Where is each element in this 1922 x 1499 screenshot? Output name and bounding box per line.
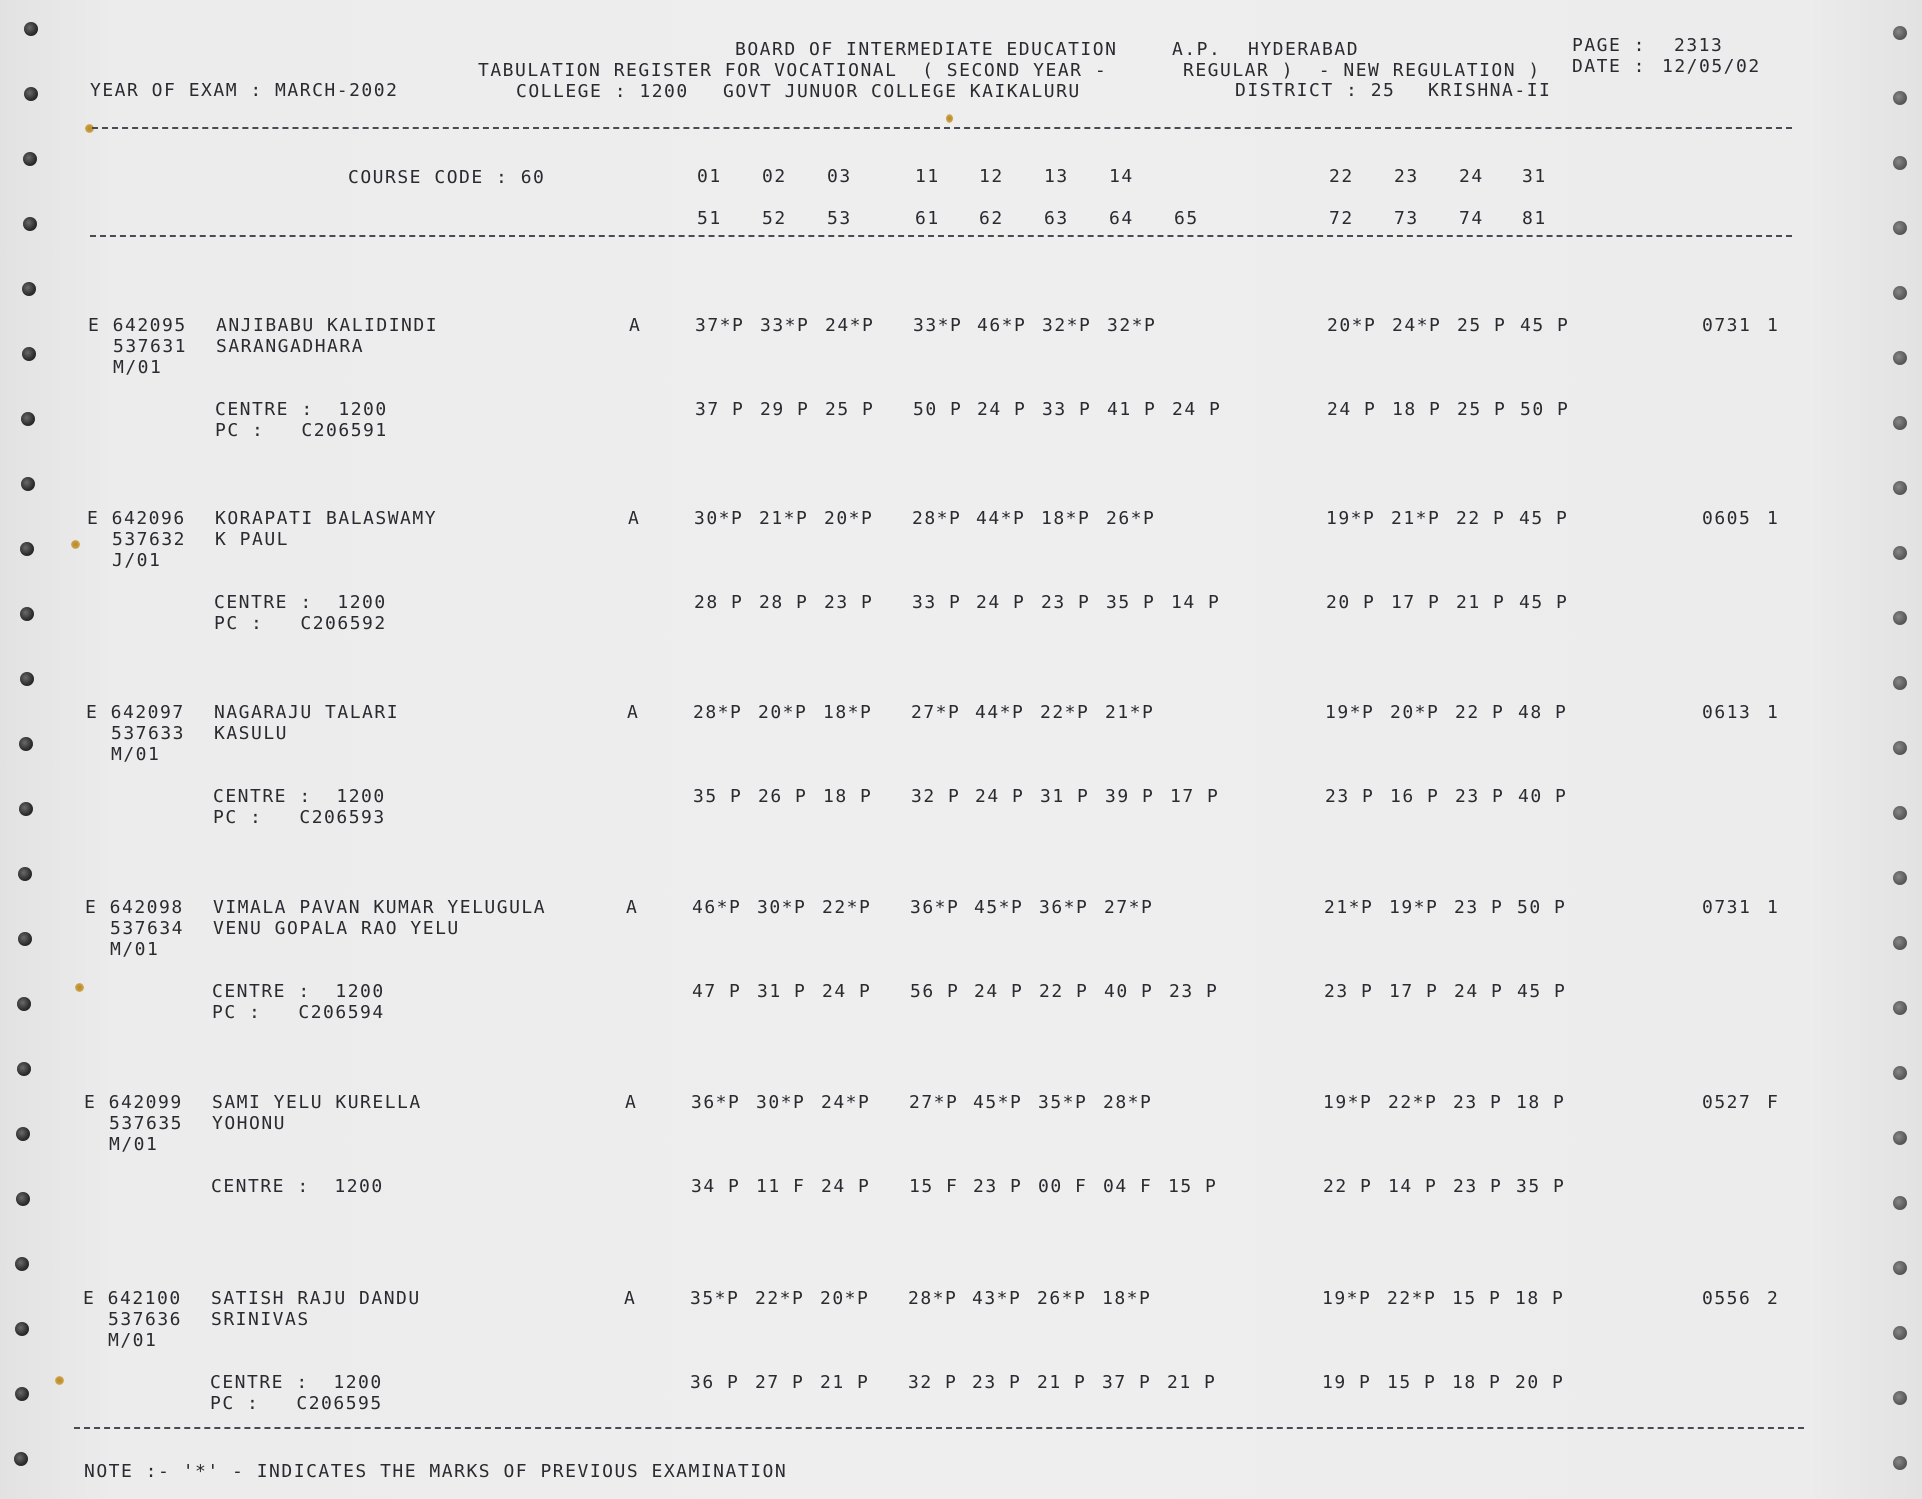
feed-hole — [16, 1192, 30, 1206]
mark-cell: 22*P — [1388, 1092, 1438, 1113]
mark-cell: 33*P — [913, 315, 963, 336]
mark-cell: 04 F — [1103, 1176, 1153, 1197]
mark-cell: 45*P — [974, 897, 1024, 918]
subject-code: 51 — [697, 208, 722, 229]
feed-hole — [1893, 1066, 1907, 1080]
mark-cell: 24*P — [821, 1092, 871, 1113]
feed-hole — [1893, 1456, 1907, 1470]
mark-cell: 21 P — [1037, 1372, 1087, 1393]
mark-cell: 44*P — [975, 702, 1025, 723]
mark-cell: 35*P — [1038, 1092, 1088, 1113]
feed-hole — [15, 1322, 29, 1336]
mark-cell: 26*P — [1106, 508, 1156, 529]
feed-hole — [20, 672, 34, 686]
note-text: NOTE :- '*' - INDICATES THE MARKS OF PREVIOUS EXAMINATION — [84, 1461, 788, 1482]
board-city: HYDERABAD — [1248, 39, 1360, 60]
feed-hole — [21, 477, 35, 491]
mark-cell: 26*P — [1037, 1288, 1087, 1309]
student-id: 537636 — [108, 1309, 183, 1330]
mark-cell: 24 P — [822, 981, 872, 1002]
mark-cell: 19*P — [1323, 1092, 1373, 1113]
mark-cell: 21*P — [759, 508, 809, 529]
mark-cell: 28*P — [1103, 1092, 1153, 1113]
student-group: M/01 — [108, 1330, 158, 1351]
mark-cell: 27 P — [755, 1372, 805, 1393]
total-marks: 0556 — [1702, 1288, 1752, 1309]
mark-cell: 25 P — [1457, 315, 1507, 336]
student-id: 537633 — [111, 723, 186, 744]
mark-cell: 24*P — [825, 315, 875, 336]
college-name: GOVT JUNUOR COLLEGE KAIKALURU — [723, 81, 1081, 102]
mark-cell: 30*P — [694, 508, 744, 529]
mark-cell: 21 P — [820, 1372, 870, 1393]
paper-stain — [55, 1376, 64, 1385]
mark-cell: 47 P — [692, 981, 742, 1002]
mark-cell: 35 P — [1516, 1176, 1566, 1197]
mark-cell: 36 P — [690, 1372, 740, 1393]
header-rule — [92, 127, 1792, 129]
mark-cell: 40 P — [1518, 786, 1568, 807]
feed-hole — [15, 1387, 29, 1401]
result-code: 1 — [1767, 315, 1780, 336]
student-name: SAMI YELU KURELLA — [212, 1092, 422, 1113]
student-id: 537632 — [112, 529, 187, 550]
feed-hole — [17, 1062, 31, 1076]
student-status: A — [629, 315, 642, 336]
date-label: DATE : — [1572, 56, 1647, 77]
mark-cell: 36*P — [691, 1092, 741, 1113]
subject-code: 65 — [1174, 208, 1199, 229]
mark-cell: 31 P — [1040, 786, 1090, 807]
feed-hole — [24, 22, 38, 36]
student-group: M/01 — [111, 744, 161, 765]
feed-hole — [23, 217, 37, 231]
centre-code: CENTRE : 1200 — [215, 399, 388, 420]
mark-cell: 27*P — [909, 1092, 959, 1113]
mark-cell: 33 P — [1042, 399, 1092, 420]
mark-cell: 22*P — [822, 897, 872, 918]
mark-cell: 23 P — [1453, 1092, 1503, 1113]
total-marks: 0731 — [1702, 897, 1752, 918]
district-name: KRISHNA-II — [1428, 80, 1552, 101]
feed-hole — [1893, 91, 1907, 105]
mark-cell: 28*P — [693, 702, 743, 723]
student-group: M/01 — [110, 939, 160, 960]
student-id: 537635 — [109, 1113, 184, 1134]
mark-cell: 41 P — [1107, 399, 1157, 420]
mark-cell: 23 P — [973, 1176, 1023, 1197]
mark-cell: 20*P — [758, 702, 808, 723]
mark-cell: 50 P — [1517, 897, 1567, 918]
father-name: KASULU — [214, 723, 289, 744]
feed-hole — [19, 802, 33, 816]
student-name: SATISH RAJU DANDU — [211, 1288, 421, 1309]
mark-cell: 11 F — [756, 1176, 806, 1197]
student-group: M/01 — [109, 1134, 159, 1155]
mark-cell: 29 P — [760, 399, 810, 420]
course-code: COURSE CODE : 60 — [348, 167, 546, 188]
register-title: TABULATION REGISTER FOR VOCATIONAL ( SECOND YEAR - — [478, 60, 1108, 81]
paper-stain — [71, 540, 80, 549]
mark-cell: 21*P — [1391, 508, 1441, 529]
board-name: BOARD OF INTERMEDIATE EDUCATION — [735, 39, 1118, 60]
mark-cell: 19*P — [1322, 1288, 1372, 1309]
student-name: VIMALA PAVAN KUMAR YELUGULA — [213, 897, 547, 918]
mark-cell: 15 P — [1387, 1372, 1437, 1393]
mark-cell: 17 P — [1170, 786, 1220, 807]
feed-hole — [1893, 1196, 1907, 1210]
mark-cell: 22*P — [1387, 1288, 1437, 1309]
feed-hole — [1893, 546, 1907, 560]
mark-cell: 40 P — [1104, 981, 1154, 1002]
mark-cell: 37*P — [695, 315, 745, 336]
mark-cell: 15 P — [1168, 1176, 1218, 1197]
pc-code: PC : C206591 — [215, 420, 388, 441]
student-roll-number: E 642098 — [85, 897, 184, 918]
subject-code: 64 — [1109, 208, 1134, 229]
mark-cell: 22*P — [1040, 702, 1090, 723]
mark-cell: 18 P — [823, 786, 873, 807]
father-name: YOHONU — [212, 1113, 287, 1134]
result-code: 1 — [1767, 702, 1780, 723]
result-code: F — [1767, 1092, 1780, 1113]
mark-cell: 17 P — [1389, 981, 1439, 1002]
mark-cell: 45 P — [1519, 508, 1569, 529]
mark-cell: 37 P — [1102, 1372, 1152, 1393]
paper-stain — [946, 114, 953, 123]
father-name: VENU GOPALA RAO YELU — [213, 918, 460, 939]
student-status: A — [626, 897, 639, 918]
student-group: J/01 — [112, 550, 162, 571]
mark-cell: 27*P — [911, 702, 961, 723]
mark-cell: 46*P — [692, 897, 742, 918]
mark-cell: 24 P — [821, 1176, 871, 1197]
paper-stain — [75, 983, 84, 992]
mark-cell: 24 P — [1454, 981, 1504, 1002]
feed-hole — [1893, 286, 1907, 300]
student-status: A — [625, 1092, 638, 1113]
feed-hole — [18, 932, 32, 946]
subject-code: 61 — [915, 208, 940, 229]
board-state: A.P. — [1172, 39, 1222, 60]
subject-code: 03 — [827, 166, 852, 187]
feed-hole — [1893, 351, 1907, 365]
mark-cell: 33 P — [912, 592, 962, 613]
subject-code: 81 — [1522, 208, 1547, 229]
mark-cell: 37 P — [695, 399, 745, 420]
feed-hole — [1893, 676, 1907, 690]
pc-code: PC : C206594 — [212, 1002, 385, 1023]
mark-cell: 24 P — [976, 592, 1026, 613]
feed-hole — [16, 1127, 30, 1141]
mark-cell: 15 F — [909, 1176, 959, 1197]
mark-cell: 25 P — [1457, 399, 1507, 420]
mark-cell: 23 P — [1041, 592, 1091, 613]
student-roll-number: E 642095 — [88, 315, 187, 336]
mark-cell: 18 P — [1516, 1092, 1566, 1113]
student-status: A — [624, 1288, 637, 1309]
mark-cell: 32 P — [908, 1372, 958, 1393]
centre-code: CENTRE : 1200 — [214, 592, 387, 613]
feed-hole — [1893, 871, 1907, 885]
mark-cell: 33*P — [760, 315, 810, 336]
mark-cell: 19*P — [1325, 702, 1375, 723]
student-id: 537631 — [113, 336, 188, 357]
mark-cell: 23 P — [1454, 897, 1504, 918]
mark-cell: 36*P — [1039, 897, 1089, 918]
feed-hole — [20, 607, 34, 621]
feed-hole — [1893, 1261, 1907, 1275]
mark-cell: 16 P — [1390, 786, 1440, 807]
page-number: 2313 — [1674, 35, 1724, 56]
student-roll-number: E 642097 — [86, 702, 185, 723]
mark-cell: 24 P — [1172, 399, 1222, 420]
centre-code: CENTRE : 1200 — [211, 1176, 384, 1197]
feed-hole — [1893, 936, 1907, 950]
subject-code: 12 — [979, 166, 1004, 187]
feed-hole — [17, 997, 31, 1011]
feed-hole — [1893, 1326, 1907, 1340]
mark-cell: 34 P — [691, 1176, 741, 1197]
mark-cell: 28 P — [759, 592, 809, 613]
mark-cell: 21*P — [1324, 897, 1374, 918]
mark-cell: 24*P — [1392, 315, 1442, 336]
mark-cell: 32*P — [1042, 315, 1092, 336]
mark-cell: 18 P — [1515, 1288, 1565, 1309]
feed-hole — [20, 542, 34, 556]
subject-code: 24 — [1459, 166, 1484, 187]
mark-cell: 22*P — [755, 1288, 805, 1309]
mark-cell: 22 P — [1456, 508, 1506, 529]
mark-cell: 44*P — [976, 508, 1026, 529]
mark-cell: 56 P — [910, 981, 960, 1002]
mark-cell: 19 P — [1322, 1372, 1372, 1393]
centre-code: CENTRE : 1200 — [213, 786, 386, 807]
subject-code: 74 — [1459, 208, 1484, 229]
regulation-text: REGULAR ) - NEW REGULATION ) — [1183, 60, 1541, 81]
mark-cell: 46*P — [977, 315, 1027, 336]
date-value: 12/05/02 — [1662, 56, 1761, 77]
student-status: A — [627, 702, 640, 723]
mark-cell: 39 P — [1105, 786, 1155, 807]
subject-code: 63 — [1044, 208, 1069, 229]
mark-cell: 24 P — [974, 981, 1024, 1002]
mark-cell: 26 P — [758, 786, 808, 807]
feed-hole — [24, 87, 38, 101]
total-marks: 0731 — [1702, 315, 1752, 336]
subject-code: 22 — [1329, 166, 1354, 187]
mark-cell: 35 P — [693, 786, 743, 807]
total-marks: 0527 — [1702, 1092, 1752, 1113]
result-code: 2 — [1767, 1288, 1780, 1309]
subject-code: 11 — [915, 166, 940, 187]
pc-code: PC : C206595 — [210, 1393, 383, 1414]
year-of-exam: YEAR OF EXAM : MARCH-2002 — [90, 80, 399, 101]
subject-code: 13 — [1044, 166, 1069, 187]
mark-cell: 45 P — [1520, 315, 1570, 336]
mark-cell: 14 P — [1388, 1176, 1438, 1197]
mark-cell: 30*P — [757, 897, 807, 918]
result-code: 1 — [1767, 897, 1780, 918]
feed-hole — [15, 1257, 29, 1271]
centre-code: CENTRE : 1200 — [210, 1372, 383, 1393]
student-name: KORAPATI BALASWAMY — [215, 508, 438, 529]
feed-hole — [1893, 1001, 1907, 1015]
subject-code: 02 — [762, 166, 787, 187]
feed-hole — [23, 152, 37, 166]
feed-hole — [1893, 26, 1907, 40]
student-roll-number: E 642099 — [84, 1092, 183, 1113]
subject-code: 73 — [1394, 208, 1419, 229]
mark-cell: 18 P — [1392, 399, 1442, 420]
mark-cell: 32*P — [1107, 315, 1157, 336]
mark-cell: 20*P — [1327, 315, 1377, 336]
student-status: A — [628, 508, 641, 529]
feed-hole — [1893, 741, 1907, 755]
feed-hole — [1893, 1391, 1907, 1405]
mark-cell: 32 P — [911, 786, 961, 807]
student-group: M/01 — [113, 357, 163, 378]
mark-cell: 27*P — [1104, 897, 1154, 918]
mark-cell: 23 P — [824, 592, 874, 613]
page-label: PAGE : — [1572, 35, 1647, 56]
feed-hole — [1893, 481, 1907, 495]
subject-code: 01 — [697, 166, 722, 187]
father-name: SARANGADHARA — [216, 336, 365, 357]
total-marks: 0605 — [1702, 508, 1752, 529]
mark-cell: 22 P — [1455, 702, 1505, 723]
mark-cell: 23 P — [1453, 1176, 1503, 1197]
mark-cell: 19*P — [1326, 508, 1376, 529]
mark-cell: 20*P — [824, 508, 874, 529]
mark-cell: 00 F — [1038, 1176, 1088, 1197]
feed-hole — [14, 1452, 28, 1466]
mark-cell: 21 P — [1456, 592, 1506, 613]
subject-code: 62 — [979, 208, 1004, 229]
mark-cell: 28 P — [694, 592, 744, 613]
mark-cell: 24 P — [1327, 399, 1377, 420]
mark-cell: 45 P — [1517, 981, 1567, 1002]
feed-hole — [1893, 416, 1907, 430]
feed-hole — [19, 737, 33, 751]
mark-cell: 21*P — [1105, 702, 1155, 723]
mark-cell: 17 P — [1391, 592, 1441, 613]
mark-cell: 18*P — [1102, 1288, 1152, 1309]
college-code: COLLEGE : 1200 — [516, 81, 689, 102]
mark-cell: 18*P — [1041, 508, 1091, 529]
mark-cell: 31 P — [757, 981, 807, 1002]
mark-cell: 28*P — [908, 1288, 958, 1309]
mark-cell: 23 P — [972, 1372, 1022, 1393]
student-name: ANJIBABU KALIDINDI — [216, 315, 439, 336]
student-roll-number: E 642100 — [83, 1288, 182, 1309]
father-name: K PAUL — [215, 529, 290, 550]
mark-cell: 35 P — [1106, 592, 1156, 613]
mark-cell: 21 P — [1167, 1372, 1217, 1393]
mark-cell: 20*P — [1390, 702, 1440, 723]
mark-cell: 14 P — [1171, 592, 1221, 613]
mark-cell: 50 P — [1520, 399, 1570, 420]
footer-rule — [74, 1427, 1804, 1429]
feed-hole — [21, 412, 35, 426]
subject-code: 52 — [762, 208, 787, 229]
mark-cell: 25 P — [825, 399, 875, 420]
column-header-rule — [90, 235, 1792, 237]
mark-cell: 48 P — [1518, 702, 1568, 723]
feed-hole — [18, 867, 32, 881]
mark-cell: 23 P — [1169, 981, 1219, 1002]
student-id: 537634 — [110, 918, 185, 939]
centre-code: CENTRE : 1200 — [212, 981, 385, 1002]
feed-hole — [1893, 221, 1907, 235]
mark-cell: 35*P — [690, 1288, 740, 1309]
pc-code: PC : C206592 — [214, 613, 387, 634]
subject-code: 23 — [1394, 166, 1419, 187]
student-name: NAGARAJU TALARI — [214, 702, 400, 723]
mark-cell: 18*P — [823, 702, 873, 723]
mark-cell: 22 P — [1039, 981, 1089, 1002]
mark-cell: 20 P — [1326, 592, 1376, 613]
district-code: DISTRICT : 25 — [1235, 80, 1396, 101]
mark-cell: 24 P — [977, 399, 1027, 420]
mark-cell: 23 P — [1324, 981, 1374, 1002]
mark-cell: 23 P — [1455, 786, 1505, 807]
feed-hole — [1893, 156, 1907, 170]
total-marks: 0613 — [1702, 702, 1752, 723]
subject-code: 31 — [1522, 166, 1547, 187]
mark-cell: 19*P — [1389, 897, 1439, 918]
feed-hole — [1893, 1131, 1907, 1145]
subject-code: 14 — [1109, 166, 1134, 187]
feed-hole — [22, 347, 36, 361]
result-code: 1 — [1767, 508, 1780, 529]
mark-cell: 23 P — [1325, 786, 1375, 807]
subject-code: 72 — [1329, 208, 1354, 229]
mark-cell: 30*P — [756, 1092, 806, 1113]
mark-cell: 45*P — [973, 1092, 1023, 1113]
mark-cell: 50 P — [913, 399, 963, 420]
mark-cell: 22 P — [1323, 1176, 1373, 1197]
feed-hole — [1893, 611, 1907, 625]
mark-cell: 20 P — [1515, 1372, 1565, 1393]
father-name: SRINIVAS — [211, 1309, 310, 1330]
mark-cell: 28*P — [912, 508, 962, 529]
mark-cell: 36*P — [910, 897, 960, 918]
mark-cell: 43*P — [972, 1288, 1022, 1309]
mark-cell: 45 P — [1519, 592, 1569, 613]
subject-code: 53 — [827, 208, 852, 229]
feed-hole — [1893, 806, 1907, 820]
mark-cell: 20*P — [820, 1288, 870, 1309]
pc-code: PC : C206593 — [213, 807, 386, 828]
student-roll-number: E 642096 — [87, 508, 186, 529]
feed-hole — [22, 282, 36, 296]
mark-cell: 15 P — [1452, 1288, 1502, 1309]
mark-cell: 18 P — [1452, 1372, 1502, 1393]
mark-cell: 24 P — [975, 786, 1025, 807]
